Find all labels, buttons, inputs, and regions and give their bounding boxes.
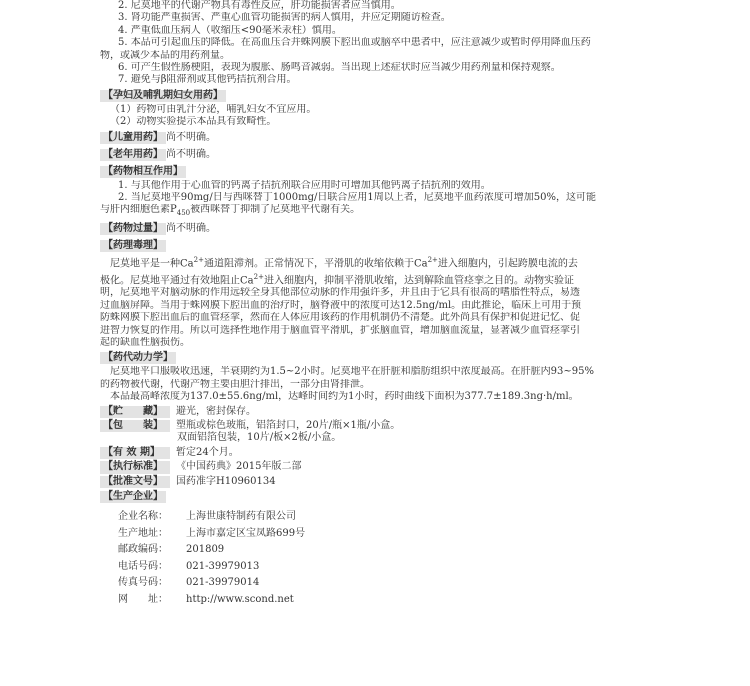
elderly-section bbox=[100, 146, 690, 163]
standard-value: 《中国药典》2015年版二部 bbox=[176, 461, 302, 473]
package-value: 塑瓶或棕色玻瓶，铝箔封口，20片/瓶×1瓶/小盒。 bbox=[176, 420, 401, 431]
website-link[interactable]: http://www.scond.net bbox=[186, 593, 294, 605]
package-value-2: 双面铝箔包装，10片/板×2板/小盒。 bbox=[177, 432, 342, 444]
info-row: 网 址： http://www.scond.net bbox=[118, 592, 690, 609]
precaution-item: 6. 可产生假性肠梗阻，表现为腹胀、肠鸣音减弱。当出现上述症状时应当减少用药剂量和保持观察。 bbox=[118, 62, 561, 74]
manufacturer-info bbox=[100, 509, 690, 608]
pharmacokinetics-text: 的药物被代谢，代谢产物主要由胆汁排出，一部分由肾排泄。 bbox=[100, 378, 370, 390]
pharmacology-text: 起的缺血性脑损伤。 bbox=[100, 336, 190, 348]
children-text: 尚不明确。 bbox=[166, 131, 216, 143]
pharmacology-section bbox=[100, 237, 690, 350]
storage-row bbox=[100, 406, 690, 418]
standard-row bbox=[100, 461, 690, 473]
validity-row bbox=[100, 447, 690, 459]
info-row: 传真号码： 021-39979014 bbox=[118, 577, 260, 589]
section-header: 【儿童用药】 bbox=[100, 132, 166, 144]
precaution-item: 3. 肾功能严重损害、严重心血管功能损害的病人慎用，并应定期随访检查。 bbox=[118, 12, 451, 24]
precaution-item: 4. 严重低血压病人（收缩压<90毫米汞柱）慎用。 bbox=[118, 24, 342, 36]
interaction-item: 1. 与其他作用于心血管的钙离子拮抗剂联合应用时可增加其他钙离子拮抗剂的效用。 bbox=[118, 179, 491, 191]
storage-value: 避光，密封保存。 bbox=[176, 405, 256, 417]
approval-label: 【批准文号】 bbox=[100, 476, 170, 488]
info-row: 邮政编码： 201809 bbox=[118, 544, 225, 556]
pharmacology-text: 进智力恢复的作用。所以可选择性地作用于脑血管平滑肌，扩张脑血管，增加脑血流量，显著减少血管痉挛引 bbox=[100, 324, 580, 336]
pharmacokinetics-text: 尼莫地平口服吸收迅速，半衰期约为1.5~2小时。尼莫地平在肝脏和脂肪组织中浓度最高。在肝脏内93~95% bbox=[110, 366, 594, 378]
section-header: 【药物过量】 bbox=[100, 223, 166, 235]
info-row: 生产地址： 上海市嘉定区宝凤路699号 bbox=[118, 527, 306, 539]
validity-label: 【有 效 期】 bbox=[100, 447, 170, 459]
approval-value: 国药准字H10960134 bbox=[176, 475, 276, 487]
overdose-section bbox=[100, 220, 690, 237]
section-header: 【药物相互作用】 bbox=[100, 166, 186, 178]
package-label: 【包 装】 bbox=[100, 420, 170, 432]
pharmacology-text: 防蛛网膜下腔出血后的血管痉挛，然而在人体应用该药的作用机制仍不清楚。此外尚具有保护和促进记忆、促 bbox=[100, 312, 580, 324]
precaution-item: 7. 避免与β阻滞剂或其他钙拮抗剂合用。 bbox=[118, 74, 297, 86]
pregnancy-section bbox=[100, 87, 690, 129]
manufacturer-section bbox=[100, 488, 690, 608]
pregnancy-item: （2）动物实验提示本品具有致畸性。 bbox=[110, 116, 277, 128]
pharmacology-text: 尼莫地平是一种$Ca^{2+}$通道阻滞剂。正常情况下，平滑肌的收缩依赖于$Ca^{2+}$进入细胞内，引起跨膜电流的去 bbox=[110, 255, 578, 270]
adverse-reactions-section bbox=[100, 0, 690, 87]
info-row: 企业名称： 上海世康特制药有限公司 bbox=[118, 511, 296, 523]
precaution-item: 2. 尼莫地平的代谢产物具有毒性反应，肝功能损害者应当慎用。 bbox=[118, 0, 401, 11]
children-section bbox=[100, 129, 690, 146]
section-header: 【老年用药】 bbox=[100, 149, 166, 161]
elderly-text: 尚不明确。 bbox=[166, 148, 216, 160]
pharmacology-text: 极化。尼莫地平通过有效地阻止$Ca^{2+}$进入细胞内，抑制平滑肌收缩，达到解除血管痉挛之目的。动物实验证 bbox=[100, 272, 574, 286]
storage-label: 【贮 藏】 bbox=[100, 406, 170, 418]
precaution-item: 物，或减少本品的用药剂量。 bbox=[100, 49, 230, 61]
section-header: 【药代动力学】 bbox=[100, 352, 176, 364]
pharmacokinetics-text: 本品最高峰浓度为137.0±55.6ng/ml，达峰时间约为1小时，药时曲线下面积为377.7±189.3ng·h/ml。 bbox=[110, 391, 579, 403]
standard-label: 【执行标准】 bbox=[100, 461, 170, 473]
validity-value: 暂定24个月。 bbox=[176, 446, 239, 458]
section-header: 【孕妇及哺乳期妇女用药】 bbox=[100, 90, 226, 102]
pharmacology-text: 过血脑屏障。当用于蛛网膜下腔出血的治疗时，脑脊液中的浓度可达12.5ng/ml。由此推论，临床上可用于预 bbox=[100, 299, 582, 311]
pregnancy-item: （1）药物可由乳汁分泌，哺乳妇女不宜应用。 bbox=[110, 103, 317, 115]
precaution-item: 5. 本品可引起血压的降低。在高血压合并蛛网膜下腔出血或脑卒中患者中，应注意减少或暂时停用降血压药 bbox=[118, 37, 591, 49]
package-row bbox=[100, 420, 690, 432]
section-header: 【生产企业】 bbox=[100, 491, 166, 503]
interaction-item: 2. 当尼莫地平90mg/日与西咪替丁1000mg/日联合应用1周以上者，尼莫地平血药浓度可增加50%，这可能 bbox=[118, 192, 596, 204]
interaction-item-continued: 与肝内细胞色素$P_{450}$被西咪替丁抑制了尼莫地平代谢有关。 bbox=[100, 204, 361, 218]
overdose-text: 尚不明确。 bbox=[166, 222, 216, 234]
section-header: 【药理毒理】 bbox=[100, 240, 166, 252]
pharmacokinetics-section bbox=[100, 349, 690, 403]
pharmacology-text: 明，尼莫地平对脑动脉的作用远较全身其他部位动脉的作用强许多，并且由于它具有很高的嗜脂性特点，易透 bbox=[100, 287, 580, 299]
interactions-section bbox=[100, 163, 690, 220]
info-row: 电话号码： 021-39979013 bbox=[118, 560, 260, 572]
approval-row bbox=[100, 476, 690, 488]
